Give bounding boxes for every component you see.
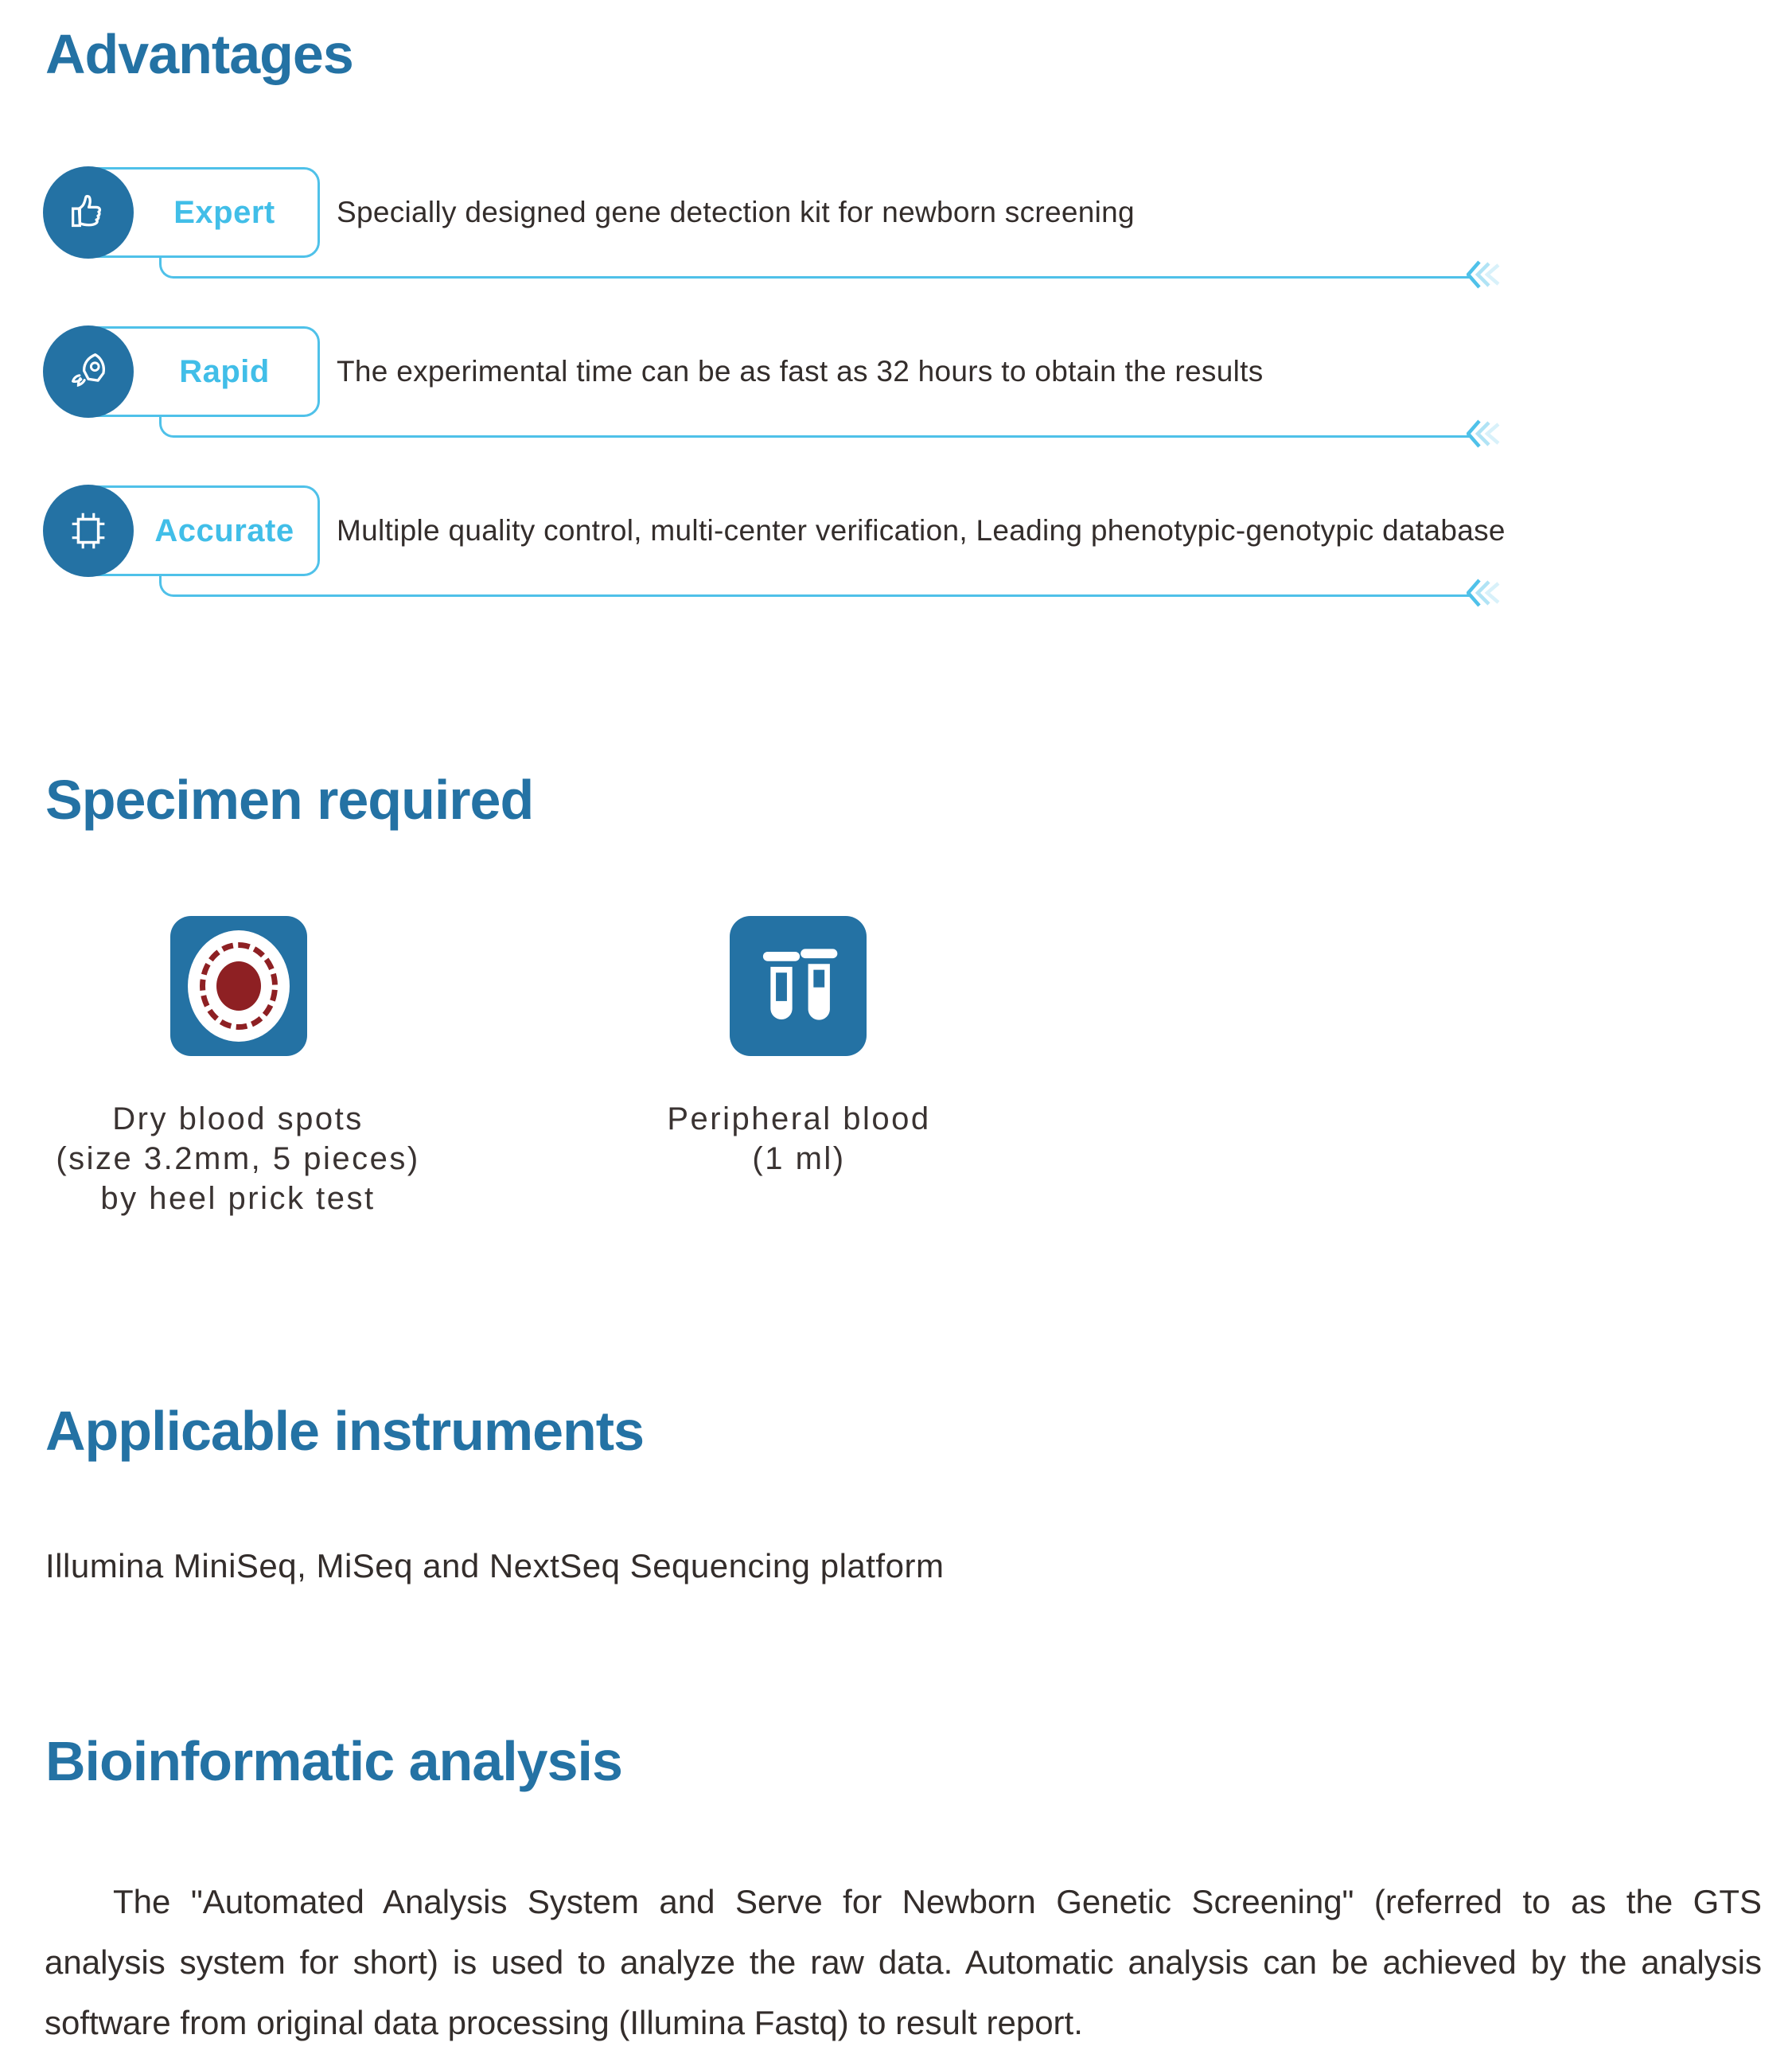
specimen-title: Specimen required [45, 769, 534, 831]
connector-line [159, 255, 1471, 279]
caption-line: Dry blood spots [112, 1101, 364, 1136]
paragraph-line: The "Automated Analysis System and Serve for Newborn Genetic Screening" (referred to as the GTS [113, 1883, 1762, 1920]
advantage-description: Specially designed gene detection kit for newborn screening [337, 196, 1135, 228]
advantage-row-accurate [0, 485, 1792, 676]
dry-blood-spot-icon [170, 916, 307, 1056]
calibration-frame-icon [64, 506, 113, 555]
advantage-description: Multiple quality control, multi-center verification, Leading phenotypic-genotypic database [337, 514, 1506, 547]
advantage-label: Accurate [154, 513, 294, 548]
advantage-label: Rapid [179, 353, 270, 389]
advantages-title: Advantages [45, 23, 353, 85]
double-chevron-left-icon [1467, 260, 1505, 289]
double-chevron-left-icon [1467, 419, 1505, 448]
test-tubes-glyph [748, 935, 848, 1037]
caption-line: (1 ml) [752, 1141, 846, 1176]
bioinformatics-title: Bioinformatic analysis [45, 1730, 622, 1792]
caption-line: (size 3.2mm, 5 pieces) [56, 1141, 420, 1176]
instruments-text: Illumina MiniSeq, MiSeq and NextSeq Sequencing platform [45, 1547, 945, 1584]
rocket-icon [64, 347, 113, 396]
thumbs-up-icon [64, 188, 113, 237]
bioinformatics-paragraph [45, 1872, 1762, 2053]
caption-line: Peripheral blood [667, 1101, 931, 1136]
advantage-icon-circle [43, 166, 134, 259]
advantage-description: The experimental time can be as fast as 32 hours to obtain the results [337, 355, 1264, 388]
peripheral-blood-caption [576, 1099, 1022, 1179]
double-chevron-left-icon [1467, 579, 1505, 607]
instruments-title: Applicable instruments [45, 1400, 645, 1462]
paragraph-line: analysis system for short) is used to analyze the raw data. Automatic analysis can be achieved by the analysis [45, 1943, 1762, 1981]
connector-line [159, 574, 1471, 597]
advantage-icon-circle [43, 325, 134, 418]
connector-line [159, 415, 1471, 438]
advantage-icon-circle [43, 485, 134, 577]
dry-blood-spot-caption [15, 1099, 461, 1218]
caption-line: by heel prick test [100, 1181, 376, 1216]
blood-tubes-icon [730, 916, 867, 1056]
blood-spot-center [216, 961, 261, 1011]
paragraph-line: software from original data processing (Illumina Fastq) to result report. [45, 2004, 1083, 2041]
advantage-label: Expert [173, 194, 275, 230]
